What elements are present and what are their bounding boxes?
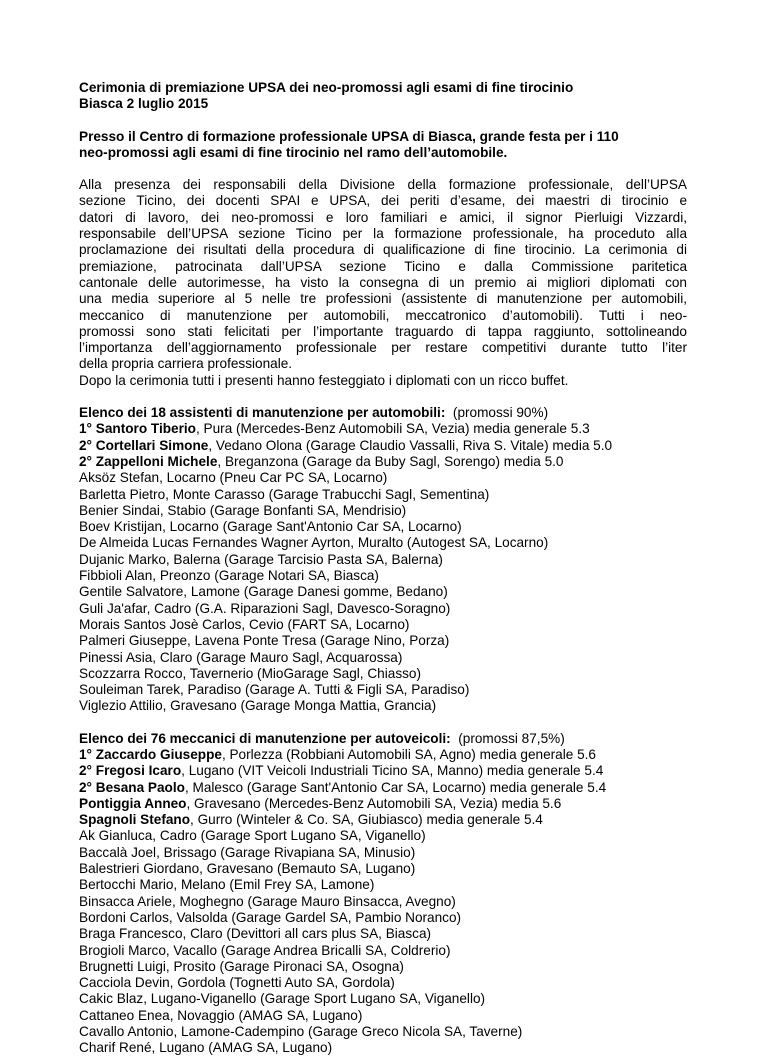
winner-entry	[79, 763, 687, 779]
list-item: Binsacca Ariele, Moghegno (Garage Mauro Binsacca, Avegno)	[79, 893, 456, 909]
winner-details: , Pura (Mercedes-Benz Automobili SA, Vezia) media generale 5.3	[195, 421, 590, 437]
list-item: Cacciola Devin, Gordola (Tognetti Auto SA, Gordola)	[79, 975, 395, 991]
list-item: Ak Gianluca, Cadro (Garage Sport Lugano SA, Viganello)	[79, 828, 426, 844]
body-line: Alla presenza dei responsabili della Divisione della formazione professionale, dell’UPSA	[79, 177, 687, 193]
winner-details: , Porlezza (Robbiani Automobili SA, Agno) media generale 5.6	[221, 746, 596, 762]
winner-entry	[79, 796, 687, 812]
winner-entry	[79, 454, 687, 470]
winner-entry	[79, 812, 687, 828]
body-line: Dopo la cerimonia tutti i presenti hanno festeggiato i diplomati con un ricco buffet.	[79, 372, 569, 388]
list-item: Brogioli Marco, Vacallo (Garage Andrea Bricalli SA, Coldrerio)	[79, 942, 451, 958]
list-item: Bordoni Carlos, Valsolda (Garage Gardel SA, Pambio Noranco)	[79, 909, 462, 925]
winner-details: , Malesco (Garage Sant'Antonio Car SA, Locarno) media generale 5.4	[184, 779, 607, 795]
promotion-rate: (promossi 87,5%)	[458, 730, 565, 746]
body-line: responsabile dell’UPSA sezione Ticino per la formazione professionale, ha proceduto alla	[79, 226, 687, 242]
section-meccanici-heading	[79, 731, 687, 747]
winner-name: 2° Besana Paolo	[79, 779, 185, 795]
list-item: Barletta Pietro, Monte Carasso (Garage Trabucchi Sagl, Sementina)	[79, 486, 490, 502]
list-item: Palmeri Giuseppe, Lavena Ponte Tresa (Garage Nino, Porza)	[79, 633, 450, 649]
list-item: De Almeida Lucas Fernandes Wagner Ayrton, Muralto (Autogest SA, Locarno)	[79, 535, 549, 551]
winner-details: , Gurro (Winteler & Co. SA, Giubiasco) media generale 5.4	[190, 812, 543, 828]
section-heading: Elenco dei 76 meccanici di manutenzione per autoveicoli:	[79, 730, 451, 746]
winner-entry	[79, 780, 687, 796]
body-line: promossi sono stati felicitati per l’importante traguardo di tappa raggiunto, sottolineando	[79, 323, 687, 339]
list-item: Cakic Blaz, Lugano-Viganello (Garage Sport Lugano SA, Viganello)	[79, 991, 486, 1007]
list-item: Fibbioli Alan, Preonzo (Garage Notari SA, Biasca)	[79, 568, 379, 584]
promotion-rate: (promossi 90%)	[452, 405, 549, 421]
body-line: meccanico di manutenzione per automobili, meccatronico d’automobili). Tutti i neo-	[79, 307, 687, 323]
document-content	[79, 80, 687, 1057]
list-item: Morais Santos Josè Carlos, Cevio (FART SA, Locarno)	[79, 616, 410, 632]
winner-details: , Vedano Olona (Garage Claudio Vassalli, Riva S. Vitale) media 5.0	[208, 437, 613, 453]
winner-name: 2° Fregosi Icaro	[79, 763, 182, 779]
body-line: una media superiore al 5 nelle tre professioni (assistente di manutenzione per automobili,	[79, 291, 687, 307]
body-line: premiazione, patrocinata dall’UPSA sezione Ticino e dalla Commissione paritetica	[79, 258, 687, 274]
winner-name: Pontiggia Anneo	[79, 795, 187, 811]
body-line: datori di lavoro, dei neo-promossi e loro familiari e amici, il signor Pierluigi Vizzardi,	[79, 209, 687, 225]
list-item: Souleiman Tarek, Paradiso (Garage A. Tutti & Figli SA, Paradiso)	[79, 682, 470, 698]
list-item: Pinessi Asia, Claro (Garage Mauro Sagl, Acquarossa)	[79, 649, 403, 665]
body-line: proclamazione dei risultati della procedura di qualificazione di fine tirocinio. La cerimonia di	[79, 242, 687, 258]
list-item: Brugnetti Luigi, Prosito (Garage Pironaci SA, Osogna)	[79, 958, 404, 974]
winner-details: , Breganzona (Garage da Buby Sagl, Sorengo) media 5.0	[217, 453, 564, 469]
lead-paragraph-line: neo-promossi agli esami di fine tirocinio nel ramo dell’automobile.	[79, 144, 508, 160]
body-line: cantonale delle autorimesse, ha visto la consegna di un premio ai migliori diplomati con	[79, 274, 687, 290]
body-line: della propria carriera professionale.	[79, 356, 293, 372]
section-assistenti-heading	[79, 405, 687, 421]
body-paragraph	[79, 177, 687, 389]
section-heading: Elenco dei 18 assistenti di manutenzione per automobili:	[79, 405, 446, 421]
document-title: Cerimonia di premiazione UPSA dei neo-promossi agli esami di fine tirocinio	[79, 80, 574, 95]
winner-name: 2° Cortellari Simone	[79, 437, 209, 453]
list-item: Balestrieri Giordano, Gravesano (Bemauto SA, Lugano)	[79, 861, 416, 877]
winner-name: Spagnoli Stefano	[79, 812, 191, 828]
list-item: Gentile Salvatore, Lamone (Garage Danesi gomme, Bedano)	[79, 584, 448, 600]
winner-details: , Lugano (VIT Veicoli Industriali Ticino SA, Manno) media generale 5.4	[181, 763, 604, 779]
list-item: Cattaneo Enea, Novaggio (AMAG SA, Lugano)	[79, 1007, 363, 1023]
list-item: Charif René, Lugano (AMAG SA, Lugano)	[79, 1040, 333, 1056]
document-subtitle: Biasca 2 luglio 2015	[79, 96, 209, 112]
list-item: Baccalà Joel, Brissago (Garage Rivapiana SA, Minusio)	[79, 844, 416, 860]
list-item: Scozzarra Rocco, Tavernerio (MioGarage Sagl, Chiasso)	[79, 665, 422, 681]
list-item: Dujanic Marko, Balerna (Garage Tarcisio Pasta SA, Balerna)	[79, 551, 443, 567]
winner-name: 2° Zappelloni Michele	[79, 453, 218, 469]
list-item: Viglezio Attilio, Gravesano (Garage Monga Mattia, Grancia)	[79, 698, 437, 714]
winner-entry	[79, 747, 687, 763]
list-item: Cavallo Antonio, Lamone-Cadempino (Garage Greco Nicola SA, Taverne)	[79, 1024, 523, 1040]
list-item: Aksöz Stefan, Locarno (Pneu Car PC SA, Locarno)	[79, 470, 388, 486]
body-line: sezione Ticino, dei docenti SPAI e UPSA, dei periti d’esame, dei maestri di tirocinio e	[79, 193, 687, 209]
list-item: Guli Ja'afar, Cadro (G.A. Riparazioni Sagl, Davesco-Soragno)	[79, 600, 451, 616]
body-line: l’importanza dell’aggiornamento professionale per restare competitivi durante tutto l’iter	[79, 340, 687, 356]
winner-name: 1° Santoro Tiberio	[79, 421, 196, 437]
list-item: Benier Sindai, Stabio (Garage Bonfanti SA, Mendrisio)	[79, 502, 407, 518]
winner-name: 1° Zaccardo Giuseppe	[79, 746, 222, 762]
lead-paragraph-line: Presso il Centro di formazione professionale UPSA di Biasca, grande festa per i 110	[79, 128, 619, 144]
list-item: Braga Francesco, Claro (Devittori all cars plus SA, Biasca)	[79, 926, 432, 942]
list-item: Boev Kristijan, Locarno (Garage Sant'Antonio Car SA, Locarno)	[79, 519, 462, 535]
winner-details: , Gravesano (Mercedes-Benz Automobili SA, Vezia) media 5.6	[186, 795, 562, 811]
winner-entry	[79, 421, 687, 437]
winner-entry	[79, 438, 687, 454]
list-item: Bertocchi Mario, Melano (Emil Frey SA, Lamone)	[79, 877, 375, 893]
